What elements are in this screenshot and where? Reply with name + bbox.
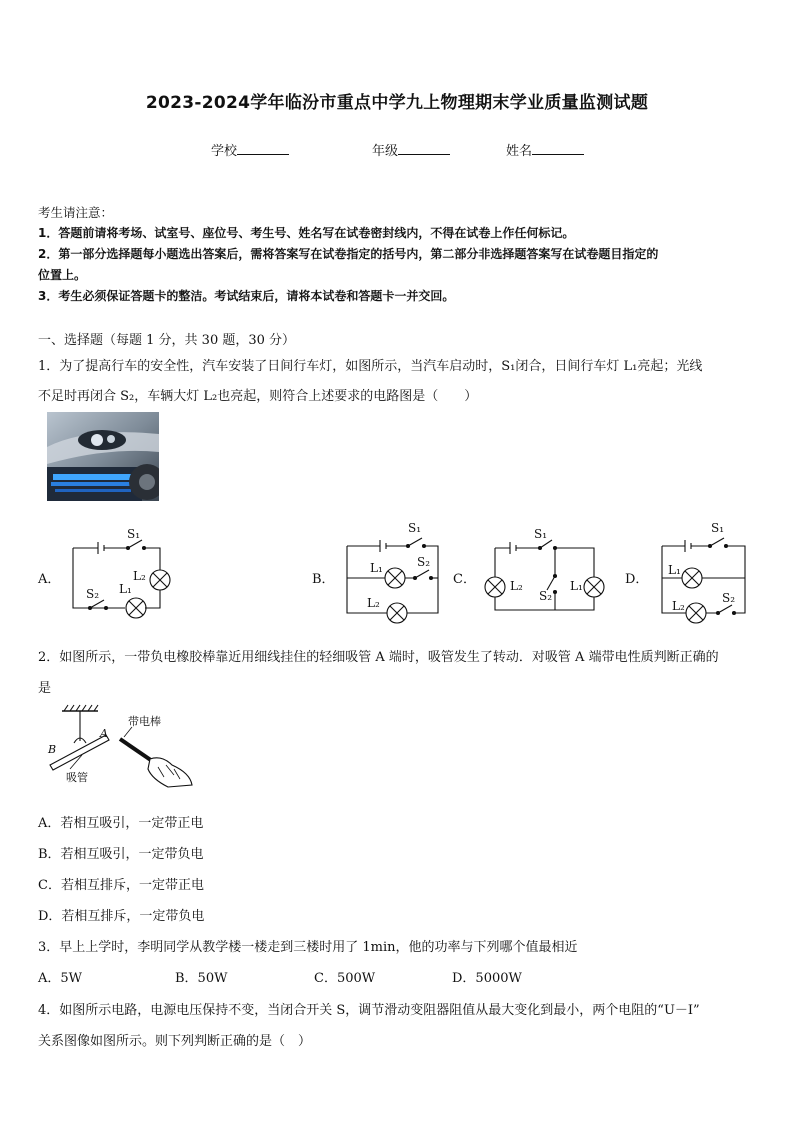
label-s2: S₂ <box>539 589 553 603</box>
name-label: 姓名 <box>506 144 533 159</box>
end-b-label: B <box>48 743 57 756</box>
label-l1: L₁ <box>570 579 583 593</box>
label-s1: S₁ <box>127 527 141 541</box>
label-s1: S₁ <box>534 527 548 541</box>
rod-label: 带电棒 <box>128 715 161 728</box>
option-d[interactable]: D．若相互排斥，一定带负电 <box>38 909 205 924</box>
question-text: 2．如图所示，一带负电橡胶棒靠近用细线挂住的轻细吸管 A 端时，吸管发生了转动．对吸管 A 端带电性质判断正确的 <box>38 650 719 665</box>
notice-item: 1．答题前请将考场、试室号、座位号、考生号、姓名写在试卷密封线内，不得在试卷上作任何标记。 <box>38 226 575 240</box>
option-a-label[interactable]: A． <box>38 572 61 587</box>
notice-item: 3．考生必须保证答题卡的整洁。考试结束后，请将本试卷和答题卡一并交回。 <box>38 289 455 303</box>
option-b-label[interactable]: B． <box>312 572 335 587</box>
option-c[interactable]: C．500W <box>314 971 376 986</box>
label-l1: L₁ <box>668 563 681 577</box>
option-c-label[interactable]: C． <box>453 572 476 587</box>
label-s2: S₂ <box>417 555 431 569</box>
option-d-label[interactable]: D． <box>625 572 649 587</box>
question-text: 关系图像如图所示。则下列判断正确的是（ ） <box>38 1034 312 1049</box>
option-b[interactable]: B．若相互吸引，一定带负电 <box>38 847 204 862</box>
notice-heading: 考生请注意： <box>38 205 114 220</box>
question-text: 是 <box>38 681 52 696</box>
grade-label: 年级 <box>372 144 399 159</box>
question-text: 不足时再闭合 S₂，车辆大灯 L₂也亮起，则符合上述要求的电路图是（ ） <box>38 389 478 404</box>
circuit-options-figure <box>30 518 770 628</box>
notice-item: 2．第一部分选择题每小题选出答案后，需将答案写在试卷指定的括号内，第二部分非选择题答案写在试卷题目指定的 <box>38 247 659 261</box>
option-b[interactable]: B．50W <box>175 971 228 986</box>
option-c[interactable]: C．若相互排斥，一定带正电 <box>38 878 204 893</box>
label-l2: L₂ <box>133 569 146 583</box>
section-heading: 一、选择题（每题 1 分，共 30 题，30 分） <box>38 333 296 348</box>
option-d[interactable]: D．5000W <box>452 971 522 986</box>
end-a-label: A <box>100 727 108 740</box>
question-text: 1．为了提高行车的安全性，汽车安装了日间行车灯，如图所示，当汽车启动时，S₁闭合，日间行车灯 L₁亮起；光线 <box>38 359 703 374</box>
label-s2: S₂ <box>86 587 100 601</box>
car-headlight-photo <box>47 412 159 501</box>
option-a[interactable]: A．若相互吸引，一定带正电 <box>38 816 204 831</box>
name-field[interactable] <box>506 140 584 159</box>
grade-field[interactable] <box>372 140 450 159</box>
question-text: 3．早上上学时，李明同学从教学楼一楼走到三楼时用了 1min，他的功率与下列哪个值最相近 <box>38 940 578 955</box>
label-l2: L₂ <box>367 596 380 610</box>
charged-rod-straw-figure <box>40 703 200 795</box>
page-title: 2023-2024学年临汾市重点中学九上物理期末学业质量监测试题 <box>145 93 649 113</box>
straw-label: 吸管 <box>66 771 88 784</box>
label-s2: S₂ <box>722 591 736 605</box>
school-field[interactable] <box>211 140 289 159</box>
label-s1: S₁ <box>408 521 422 535</box>
question-text: 4．如图所示电路，电源电压保持不变，当闭合开关 S，调节滑动变阻器阻值从最大变化到最小，两个电阻的“U－I” <box>38 1003 700 1018</box>
label-l1: L₁ <box>370 561 383 575</box>
label-s1: S₁ <box>711 521 725 535</box>
option-a[interactable]: A．5W <box>38 971 83 986</box>
label-l2: L₂ <box>510 579 523 593</box>
label-l2: L₂ <box>672 599 685 613</box>
label-l1: L₁ <box>119 582 132 596</box>
school-label: 学校 <box>211 144 238 159</box>
notice-item: 位置上。 <box>38 268 87 282</box>
